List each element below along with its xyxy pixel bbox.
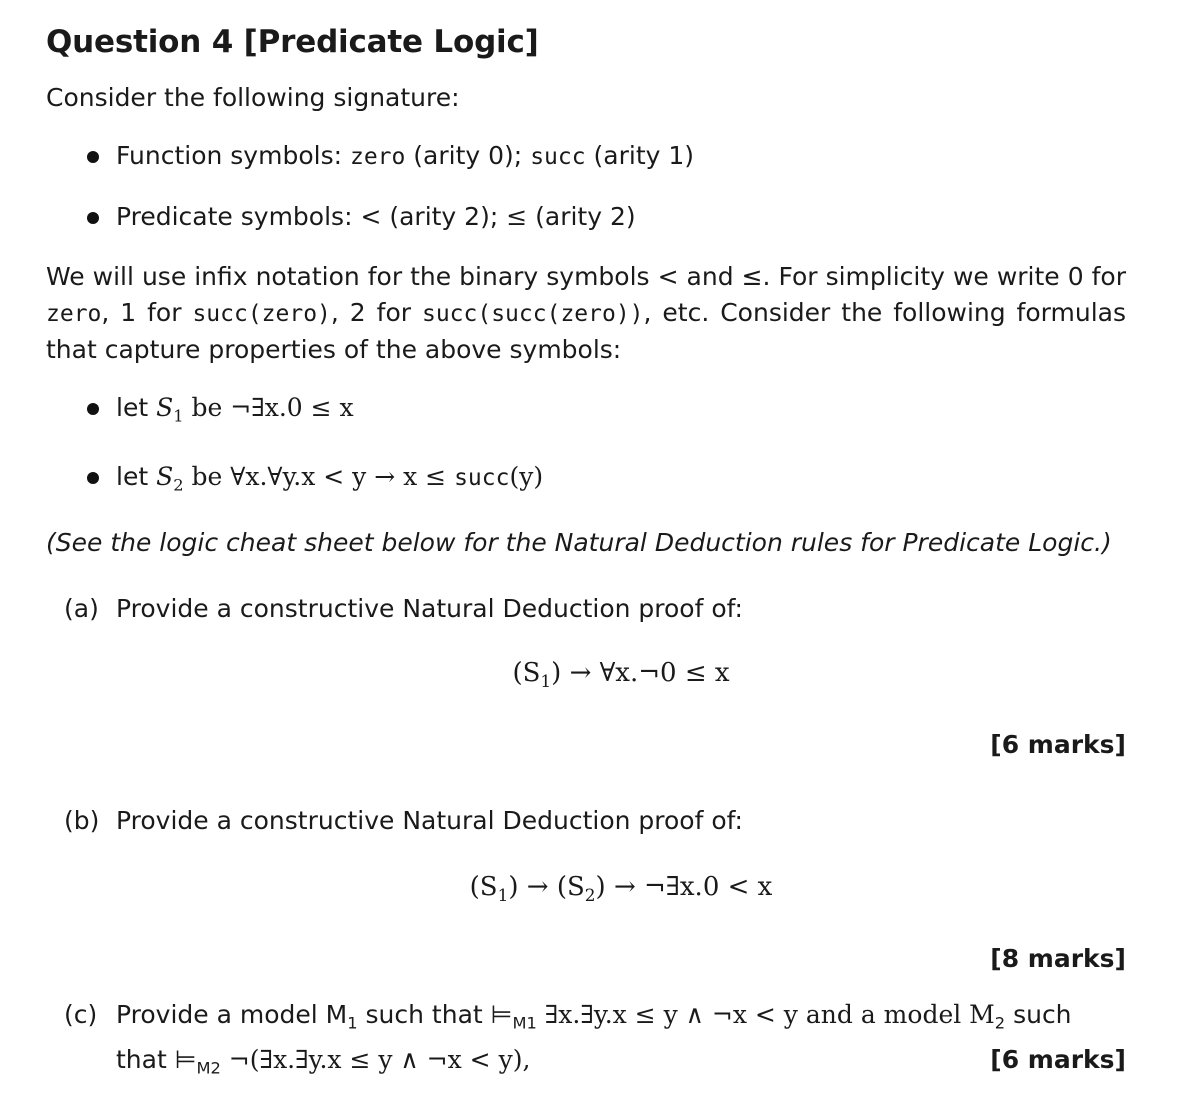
text-part: such that ⊨ <box>357 1000 513 1030</box>
text-part: such <box>1005 1000 1072 1030</box>
notation-paragraph <box>46 259 1126 368</box>
part-c-line2 <box>116 1042 1126 1087</box>
formula-part: (S <box>469 872 498 903</box>
zero-term: zero <box>46 301 102 327</box>
part-a <box>46 591 1126 627</box>
intro-text: Consider the following signature: <box>46 83 460 112</box>
subscript: M2 <box>196 1058 221 1078</box>
succ-arity: (arity 1) <box>585 141 695 170</box>
bullet-icon <box>87 472 99 484</box>
part-c-line2-text <box>116 1042 530 1087</box>
part-a-formula <box>46 655 1126 699</box>
part-b-formula <box>46 869 1126 913</box>
succ-symbol: succ <box>454 464 510 491</box>
formula-s1-item <box>46 390 1126 435</box>
text-part: that ⊨ <box>116 1044 197 1074</box>
text-part: ∃x.∃y.x ≤ y ∧ ¬x < y and a model M <box>536 1000 995 1030</box>
formula-subscript: 1 <box>540 671 552 692</box>
part-c <box>46 997 1126 1086</box>
formula-subscript: 1 <box>173 406 184 426</box>
succ-succ-zero-term: succ(succ(zero)) <box>421 301 644 327</box>
formula-part: (S <box>512 658 541 689</box>
formula-name: S <box>156 461 174 491</box>
part-c-line1 <box>116 997 1126 1042</box>
formula-s2-body: be ∀x.∀y.x < y → x ≤ <box>183 461 455 491</box>
formula-subscript: 1 <box>497 885 509 906</box>
part-a-text: Provide a constructive Natural Deduction proof of: <box>116 594 743 624</box>
function-label: Function symbols: <box>116 141 350 170</box>
bullet-icon <box>87 403 99 415</box>
cheat-sheet-note: (See the logic cheat sheet below for the Natural Deduction rules for Predicate Logic.) <box>46 528 1112 558</box>
part-b-text: Provide a constructive Natural Deduction proof of: <box>116 806 743 836</box>
zero-arity: (arity 0); <box>405 141 531 170</box>
bullet-icon <box>87 151 99 163</box>
subscript: 2 <box>994 1013 1006 1033</box>
formula-list <box>46 390 1126 503</box>
bullet-icon <box>87 212 99 224</box>
question-title: Question 4 [Predicate Logic] <box>46 24 539 60</box>
part-b-marks: [8 marks] <box>990 944 1126 974</box>
formula-part: ) → (S <box>508 872 585 903</box>
formula-part: ) → ¬∃x.0 < x <box>595 872 773 903</box>
paragraph-part: , 1 for <box>101 298 193 327</box>
part-b <box>46 803 1126 839</box>
subscript: M1 <box>512 1013 537 1033</box>
lt-symbol: < <box>360 202 382 231</box>
part-a-marks: [6 marks] <box>990 730 1126 760</box>
succ-symbol: succ <box>530 144 586 170</box>
subscript: 1 <box>347 1013 358 1033</box>
paragraph-part: We will use infix notation for the binary symbols < and ≤. For simplicity we write 0 for <box>46 262 1126 291</box>
part-c-label: (c) <box>64 1000 98 1030</box>
text-part: ¬(∃x.∃y.x ≤ y ∧ ¬x < y), <box>220 1044 531 1074</box>
text-part: Provide a model M <box>116 1000 348 1030</box>
question-page <box>46 24 1126 1087</box>
succ-zero-term: succ(zero) <box>192 301 331 327</box>
predicate-symbols-item <box>46 199 1126 235</box>
le-arity: (arity 2) <box>527 202 636 231</box>
formula-prefix: let <box>116 393 157 422</box>
formula-name: S <box>156 393 174 422</box>
formula-subscript: 2 <box>173 475 184 495</box>
lt-arity: (arity 2); <box>381 202 507 231</box>
formula-s2-tail: (y) <box>509 461 544 491</box>
formula-s1-body: be ¬∃x.0 ≤ x <box>183 393 354 422</box>
part-c-marks: [6 marks] <box>990 1044 1126 1074</box>
part-b-label: (b) <box>64 806 100 836</box>
paragraph-part: , 2 for <box>330 298 422 327</box>
function-symbols-item <box>46 138 1126 175</box>
formula-subscript: 2 <box>584 885 596 906</box>
formula-prefix: let <box>116 461 157 491</box>
signature-list <box>46 138 1126 235</box>
part-a-label: (a) <box>64 594 99 624</box>
le-symbol: ≤ <box>506 202 528 231</box>
formula-part: ) → ∀x.¬0 ≤ x <box>551 658 730 689</box>
predicate-label: Predicate symbols: <box>116 202 361 231</box>
zero-symbol: zero <box>349 144 406 170</box>
part-c-line1-text <box>116 997 1072 1042</box>
formula-s2-item <box>46 459 1126 504</box>
paragraph-part: , etc. Consider the following formulas that capture properties of the above symbols: <box>46 298 1126 364</box>
